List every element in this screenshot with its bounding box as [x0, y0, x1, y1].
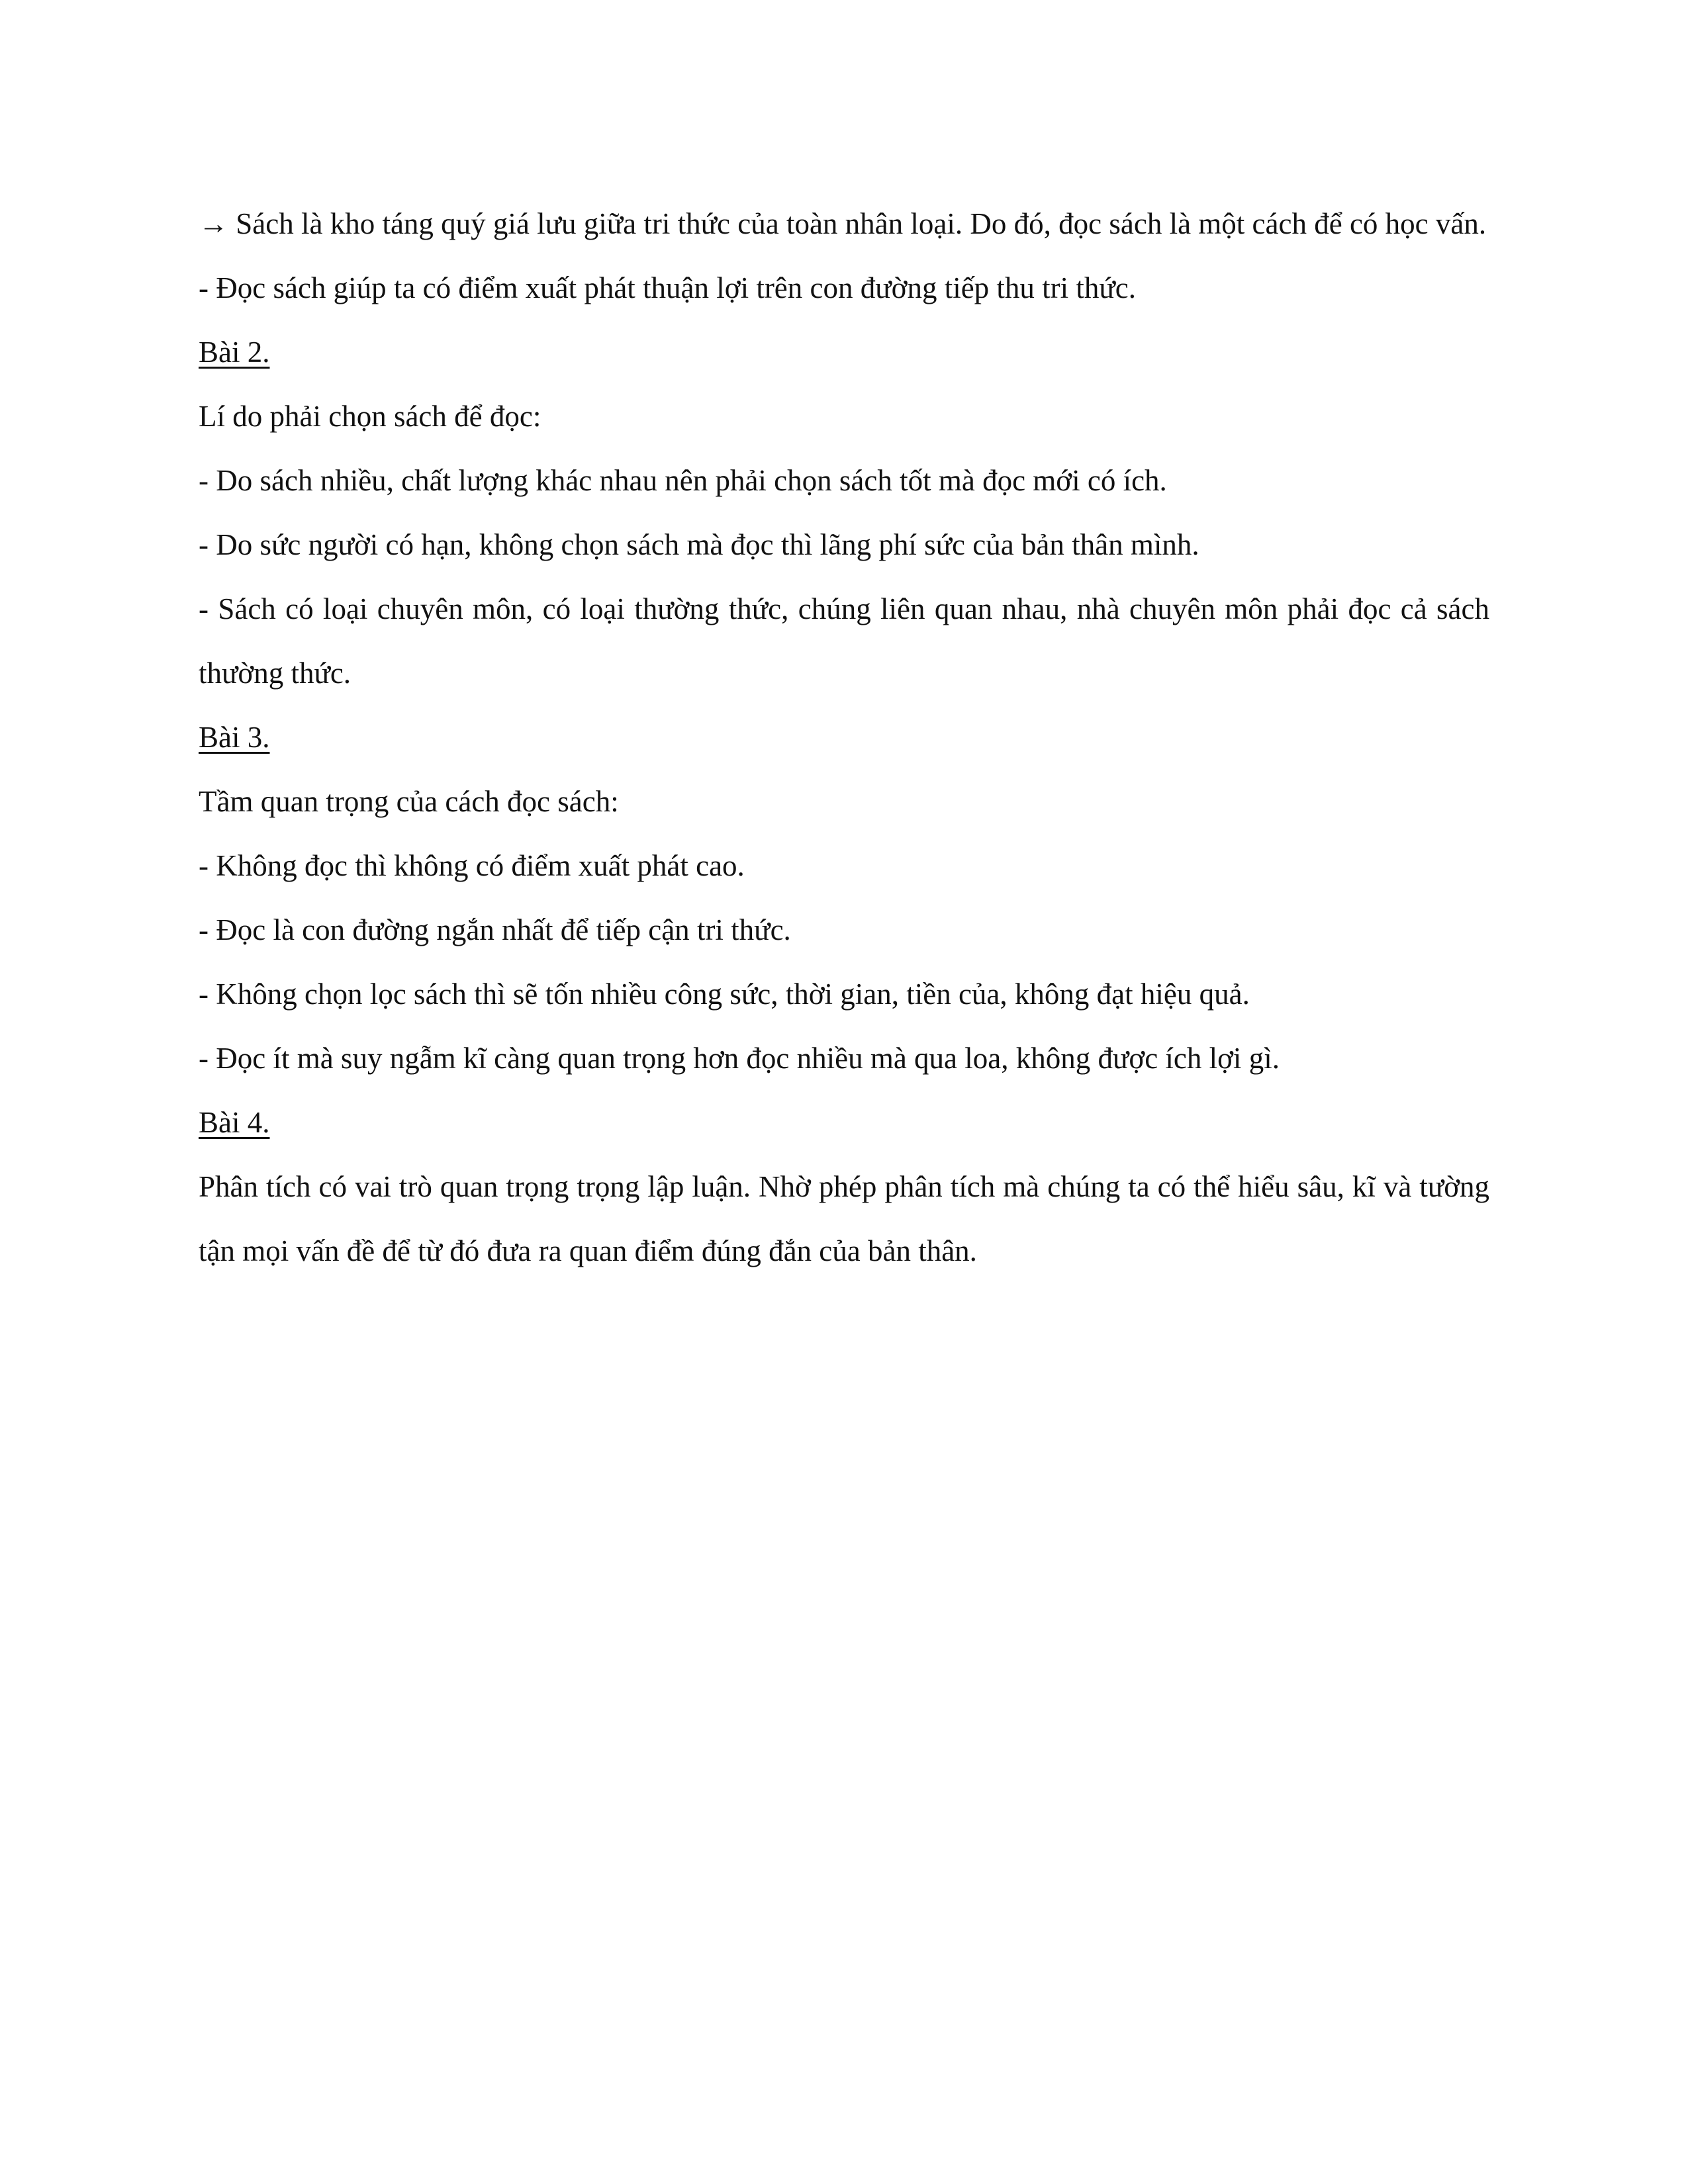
section-heading-bai-2 — [199, 320, 1489, 385]
list-item: - Do sách nhiều, chất lượng khác nhau nên phải chọn sách tốt mà đọc mới có ích. — [199, 464, 1167, 497]
list-item: - Sách có loại chuyên môn, có loại thường thức, chúng liên quan nhau, nhà chuyên môn phải đọc cả sách thường thức. — [199, 592, 1489, 690]
document-page — [199, 192, 1489, 1283]
list-item: - Không đọc thì không có điểm xuất phát cao. — [199, 849, 745, 882]
section-heading-bai-3 — [199, 705, 1489, 770]
intro-conclusion: → Sách là kho táng quý giá lưu giữa tri thức của toàn nhân loại. Do đó, đọc sách là một cách để có học vấn. — [199, 207, 1487, 240]
list-item: - Do sức người có hạn, không chọn sách mà đọc thì lãng phí sức của bản thân mình. — [199, 528, 1199, 561]
list-item: - Không chọn lọc sách thì sẽ tốn nhiều công sức, thời gian, tiền của, không đạt hiệu quả. — [199, 978, 1250, 1011]
intro-point: - Đọc sách giúp ta có điểm xuất phát thuận lợi trên con đường tiếp thu tri thức. — [199, 271, 1137, 304]
list-item: - Đọc ít mà suy ngẫm kĩ càng quan trọng hơn đọc nhiều mà qua loa, không được ích lợi gì. — [199, 1042, 1280, 1075]
section-heading-text: Bài 3. — [199, 721, 270, 754]
section-intro: Tầm quan trọng của cách đọc sách: — [199, 785, 619, 818]
section-body: Phân tích có vai trò quan trọng trọng lập luận. Nhờ phép phân tích mà chúng ta có thể hiểu sâu, kĩ và tường tận mọi vấn đề để từ đó đưa ra quan điểm đúng đắn của bản thân. — [199, 1170, 1489, 1267]
section-heading-text: Bài 2. — [199, 336, 270, 369]
section-heading-text: Bài 4. — [199, 1106, 270, 1139]
section-heading-bai-4 — [199, 1091, 1489, 1155]
section-intro: Lí do phải chọn sách để đọc: — [199, 400, 541, 433]
list-item: - Đọc là con đường ngắn nhất để tiếp cận tri thức. — [199, 913, 791, 946]
